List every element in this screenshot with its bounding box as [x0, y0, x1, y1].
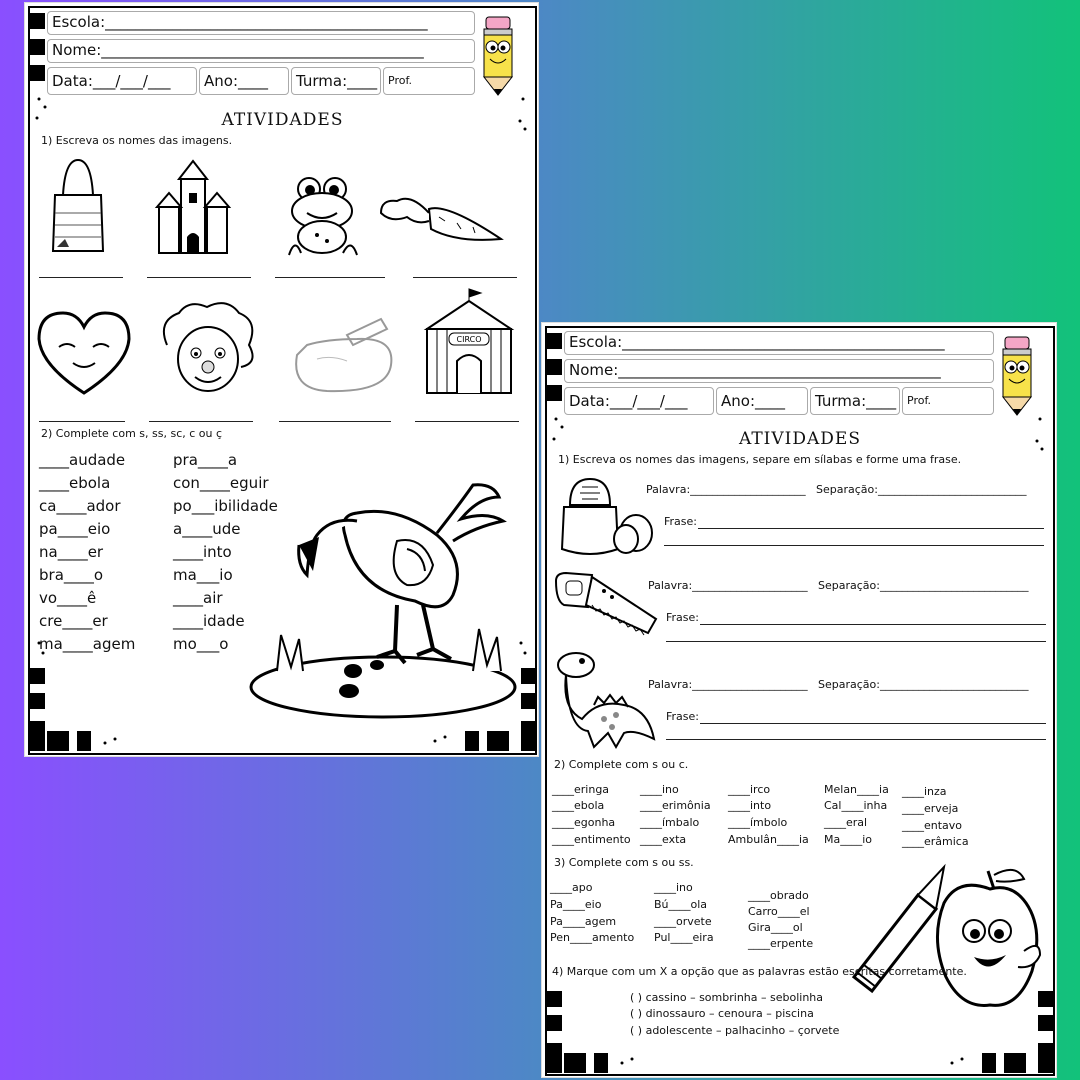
word-item: ca____ador [39, 497, 121, 515]
word-item: ____audade [39, 451, 126, 469]
word-item: cre____er [39, 612, 108, 630]
escola-field[interactable]: Escola:___________________________________________ [564, 331, 994, 355]
answer-line[interactable] [279, 421, 391, 422]
nome-field[interactable]: Nome:___________________________________________ [564, 359, 994, 383]
word-item: mo___o [173, 635, 229, 653]
heart-icon [35, 309, 133, 397]
word-item: ____into [173, 543, 232, 561]
word-item: ma____agem [39, 635, 136, 653]
separacao-label[interactable]: Separação:___________________________ [818, 579, 1029, 592]
data-field[interactable]: Data:___/___/___ [47, 67, 197, 95]
word-item: ____egonha [552, 816, 616, 829]
circus-tent-icon [421, 287, 517, 397]
worksheet-1 [24, 2, 539, 757]
word-item: Pa____eio [550, 898, 602, 911]
word-item: ma___io [173, 566, 233, 584]
word-item: con____eguir [173, 474, 269, 492]
answer-line[interactable] [275, 277, 385, 278]
nome-field[interactable]: Nome:___________________________________________ [47, 39, 475, 63]
word-item: Pa____agem [550, 915, 617, 928]
word-item: ____air [173, 589, 223, 607]
answer-line[interactable] [415, 421, 519, 422]
word-item: na____er [39, 543, 104, 561]
word-item: Cal____inha [824, 799, 888, 812]
answer-line[interactable] [149, 421, 253, 422]
word-item: Bú____ola [654, 898, 708, 911]
pool-icon [287, 315, 399, 395]
word-item: Pen____amento [550, 931, 635, 944]
question-2-text: 2) Complete com s ou c. [554, 758, 689, 771]
word-item: ____apo [550, 881, 593, 894]
question-2-text: 2) Complete com s, ss, sc, c ou ç [41, 427, 223, 440]
question-3-text: 3) Complete com s ou ss. [554, 856, 694, 869]
question-1-text: 1) Escreva os nomes das imagens. [41, 134, 233, 147]
carrot-icon [377, 189, 507, 245]
question-4-text: 4) Marque com um X a opção que as palavras estão escritas corretamente. [552, 965, 967, 978]
option-item[interactable]: ( ) dinossauro – cenoura – piscina [630, 1007, 814, 1020]
page-title: ATIVIDADES [221, 110, 344, 130]
frog-icon [279, 175, 365, 259]
answer-line[interactable] [39, 421, 125, 422]
word-item: ____entimento [552, 833, 631, 846]
word-item: ____ímbolo [728, 816, 788, 829]
ano-field[interactable]: Ano:____ [199, 67, 289, 95]
castle-icon [153, 159, 233, 255]
answer-line[interactable] [700, 723, 1046, 724]
word-item: ____inza [902, 785, 947, 798]
frase-label: Frase: [666, 710, 699, 723]
bird-illustration-icon [247, 475, 519, 721]
word-item: bra____o [39, 566, 104, 584]
word-item: ____orvete [654, 915, 712, 928]
word-item: Carro____el [748, 905, 810, 918]
answer-line[interactable] [664, 545, 1044, 546]
option-item[interactable]: ( ) adolescente – palhacinho – çorvete [630, 1024, 840, 1037]
word-item: ____erâmica [902, 835, 969, 848]
word-item: ____ebola [39, 474, 111, 492]
word-item: ____irco [728, 783, 771, 796]
word-item: ____ino [654, 881, 693, 894]
word-item: ____ino [640, 783, 679, 796]
pencil-mascot-icon [996, 335, 1038, 417]
word-item: ____ebola [552, 799, 605, 812]
word-item: pa____eio [39, 520, 111, 538]
word-item: a____ude [173, 520, 241, 538]
clown-icon [155, 301, 261, 397]
pencil-mascot-icon [477, 15, 519, 97]
question-1-text: 1) Escreva os nomes das imagens, separe em sílabas e forme uma frase. [558, 453, 962, 466]
svg-text:CIRCO: CIRCO [456, 335, 482, 344]
worksheet-2 [541, 322, 1057, 1078]
apple-pencil-mascot-icon [848, 859, 1044, 1017]
escola-field[interactable]: Escola:___________________________________________ [47, 11, 475, 35]
answer-line[interactable] [666, 739, 1046, 740]
answer-line[interactable] [700, 624, 1046, 625]
answer-line[interactable] [698, 528, 1044, 529]
palavra-label[interactable]: Palavra:_____________________ [648, 579, 808, 592]
word-item: ____erveja [902, 802, 959, 815]
word-item: ____erimônia [640, 799, 711, 812]
turma-field[interactable]: Turma:____ [291, 67, 381, 95]
palavra-label[interactable]: Palavra:_____________________ [648, 678, 808, 691]
saw-icon [552, 571, 662, 641]
answer-line[interactable] [413, 277, 517, 278]
word-item: Melan____ia [824, 783, 889, 796]
word-item: ____eral [824, 816, 868, 829]
answer-line[interactable] [666, 641, 1046, 642]
answer-line[interactable] [39, 277, 123, 278]
option-item[interactable]: ( ) cassino – sombrinha – sebolinha [630, 991, 823, 1004]
prof-field[interactable]: Prof. [902, 387, 994, 415]
word-item: Ma____io [824, 833, 873, 846]
frase-label: Frase: [664, 515, 697, 528]
word-item: ____ímbalo [640, 816, 700, 829]
ano-field[interactable]: Ano:____ [716, 387, 808, 415]
word-item: ____entavo [902, 819, 963, 832]
word-item: vo____ê [39, 589, 97, 607]
separacao-label[interactable]: Separação:___________________________ [816, 483, 1027, 496]
word-item: ____erpente [748, 937, 814, 950]
turma-field[interactable]: Turma:____ [810, 387, 900, 415]
word-item: ____eringa [552, 783, 610, 796]
word-item: Gira____ol [748, 921, 803, 934]
word-item: ____into [728, 799, 772, 812]
word-item: Pul____eira [654, 931, 714, 944]
salt-shaker-icon [556, 475, 656, 559]
dinosaur-icon [554, 649, 658, 749]
word-item: pra____a [173, 451, 238, 469]
answer-line[interactable] [147, 277, 251, 278]
data-field[interactable]: Data:___/___/___ [564, 387, 714, 415]
word-item: ____obrado [748, 889, 809, 902]
prof-field[interactable]: Prof. [383, 67, 475, 95]
word-item: ____idade [173, 612, 245, 630]
word-item: po___ibilidade [173, 497, 278, 515]
page-title: ATIVIDADES [739, 429, 861, 449]
palavra-label[interactable]: Palavra:_____________________ [646, 483, 806, 496]
word-item: ____exta [640, 833, 687, 846]
bag-icon [43, 155, 113, 255]
separacao-label[interactable]: Separação:___________________________ [818, 678, 1029, 691]
frase-label: Frase: [666, 611, 699, 624]
word-item: Ambulân____ia [728, 833, 809, 846]
